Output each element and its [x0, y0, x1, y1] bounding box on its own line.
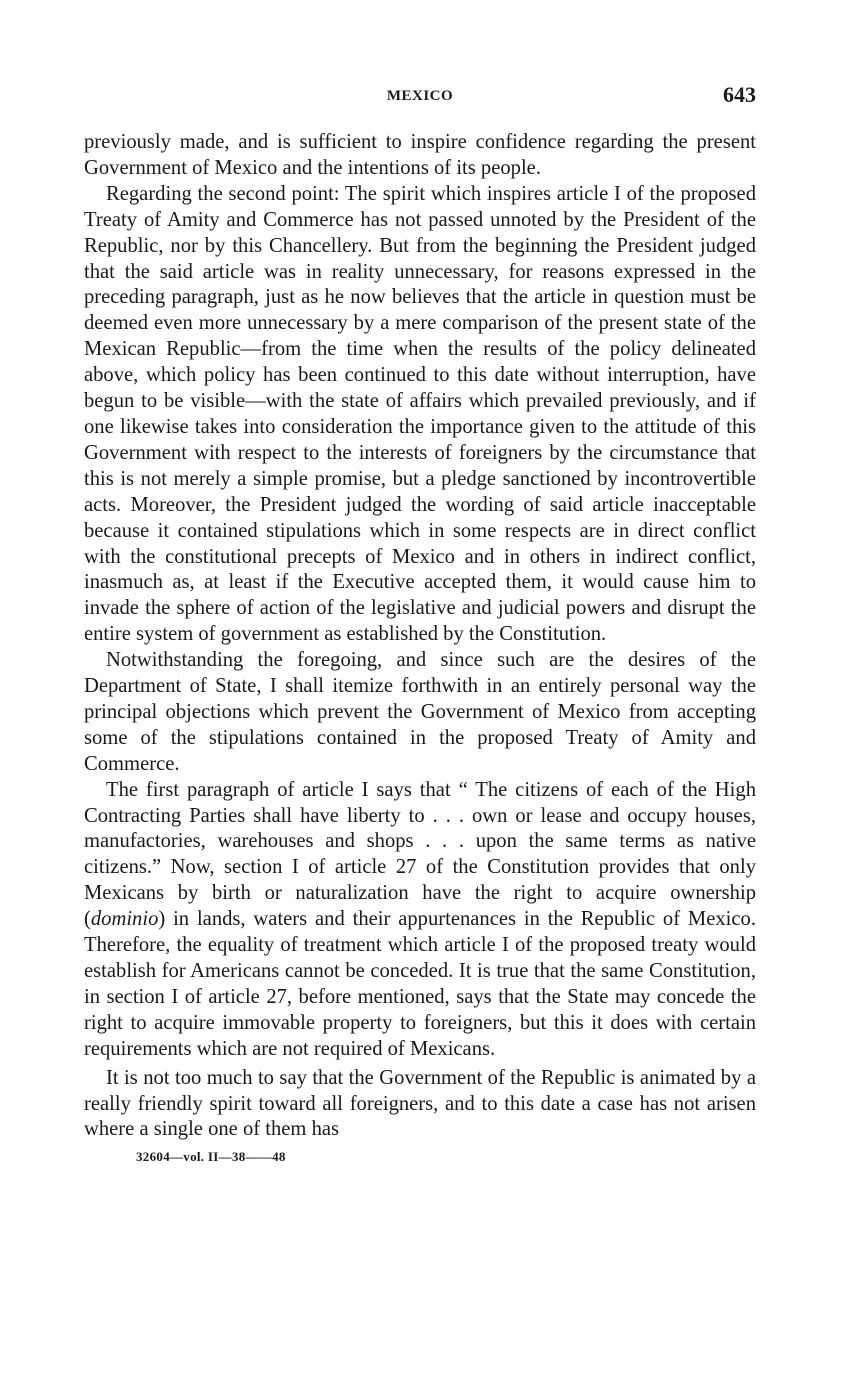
- page-header: [84, 80, 756, 114]
- running-head: MEXICO: [386, 88, 454, 104]
- print-signature: 32604—vol. II—38——48: [136, 1149, 286, 1165]
- italic-term-dominio: dominio: [90, 908, 159, 931]
- paragraph-article-one: [84, 778, 756, 1063]
- paragraph-article-one-text-b: ) in lands, waters and their appurtenances in the Republic of Mexico. Therefore, the equality of treatment which article I of the proposed treaty would establish for Americans cannot be conceded. It is true that the same Constitution, in section I of article 27, before mentioned, says that the State may concede the right to acquire immovable property to foreigners, but this it does with certain requirements which are not required of Mexicans.: [84, 908, 756, 1060]
- paragraph-second-point: Regarding the second point: The spirit which inspires article I of the proposed Treaty of Amity and Commerce has not passed unnoted by the President of the Republic, nor by this Chancellery. But from the beginning the President judged that the said article was in reality unnecessary, for reasons expressed in the preceding paragraph, just as he now believes that the article in question must be deemed even more unnecessary by a mere comparison of the present state of the Mexican Republic—from the time when the results of the policy delineated above, which policy has been continued to this date without interruption, have begun to be visible—with the state of affairs which prevailed previously, and if one likewise takes into consideration the importance given to the attitude of this Government with respect to the interests of foreigners by the circumstance that this is not merely a simple promise, but a pledge sanctioned by incontrovertible acts. Moreover, the President judged the wording of said article inacceptable because it contained stipulations which in some respects are in direct conflict with the constitutional precepts of Mexico and in others in indirect conflict, inasmuch as, at least if the Executive accepted them, it would cause him to invade the sphere of action of the legislative and judicial powers and disrupt the entire system of government as established by the Constitution.: [84, 182, 756, 646]
- document-page: [84, 80, 756, 1165]
- paragraph-friendly-spirit: It is not too much to say that the Government of the Republic is animated by a really friendly spirit toward all foreigners, and to this date a case has not arisen where a single one of them has: [84, 1066, 756, 1141]
- paragraph-continued: previously made, and is sufficient to inspire confidence regarding the present Government of Mexico and the intentions of its people.: [84, 131, 756, 179]
- paragraph-objections-intro: Notwithstanding the foregoing, and since such are the desires of the Department of State, I shall itemize forthwith in an entirely personal way the principal objections which prevent the Government of Mexico from accepting some of the stipulations contained in the proposed Treaty of Amity and Commerce.: [84, 649, 756, 775]
- page-number: 643: [723, 82, 756, 107]
- body-text: [84, 130, 756, 1143]
- paragraph-article-one-text-a: The first paragraph of article I says that “ The citizens of each of the High Contracting Parties shall have liberty to . . . own or lease and occupy houses, manufactories, warehouses and shops . . . upon the same terms as native citizens.” Now, section I of article 27 of the Constitution provides that only Mexicans by birth or naturalization have the right to acquire ownership (: [84, 778, 756, 931]
